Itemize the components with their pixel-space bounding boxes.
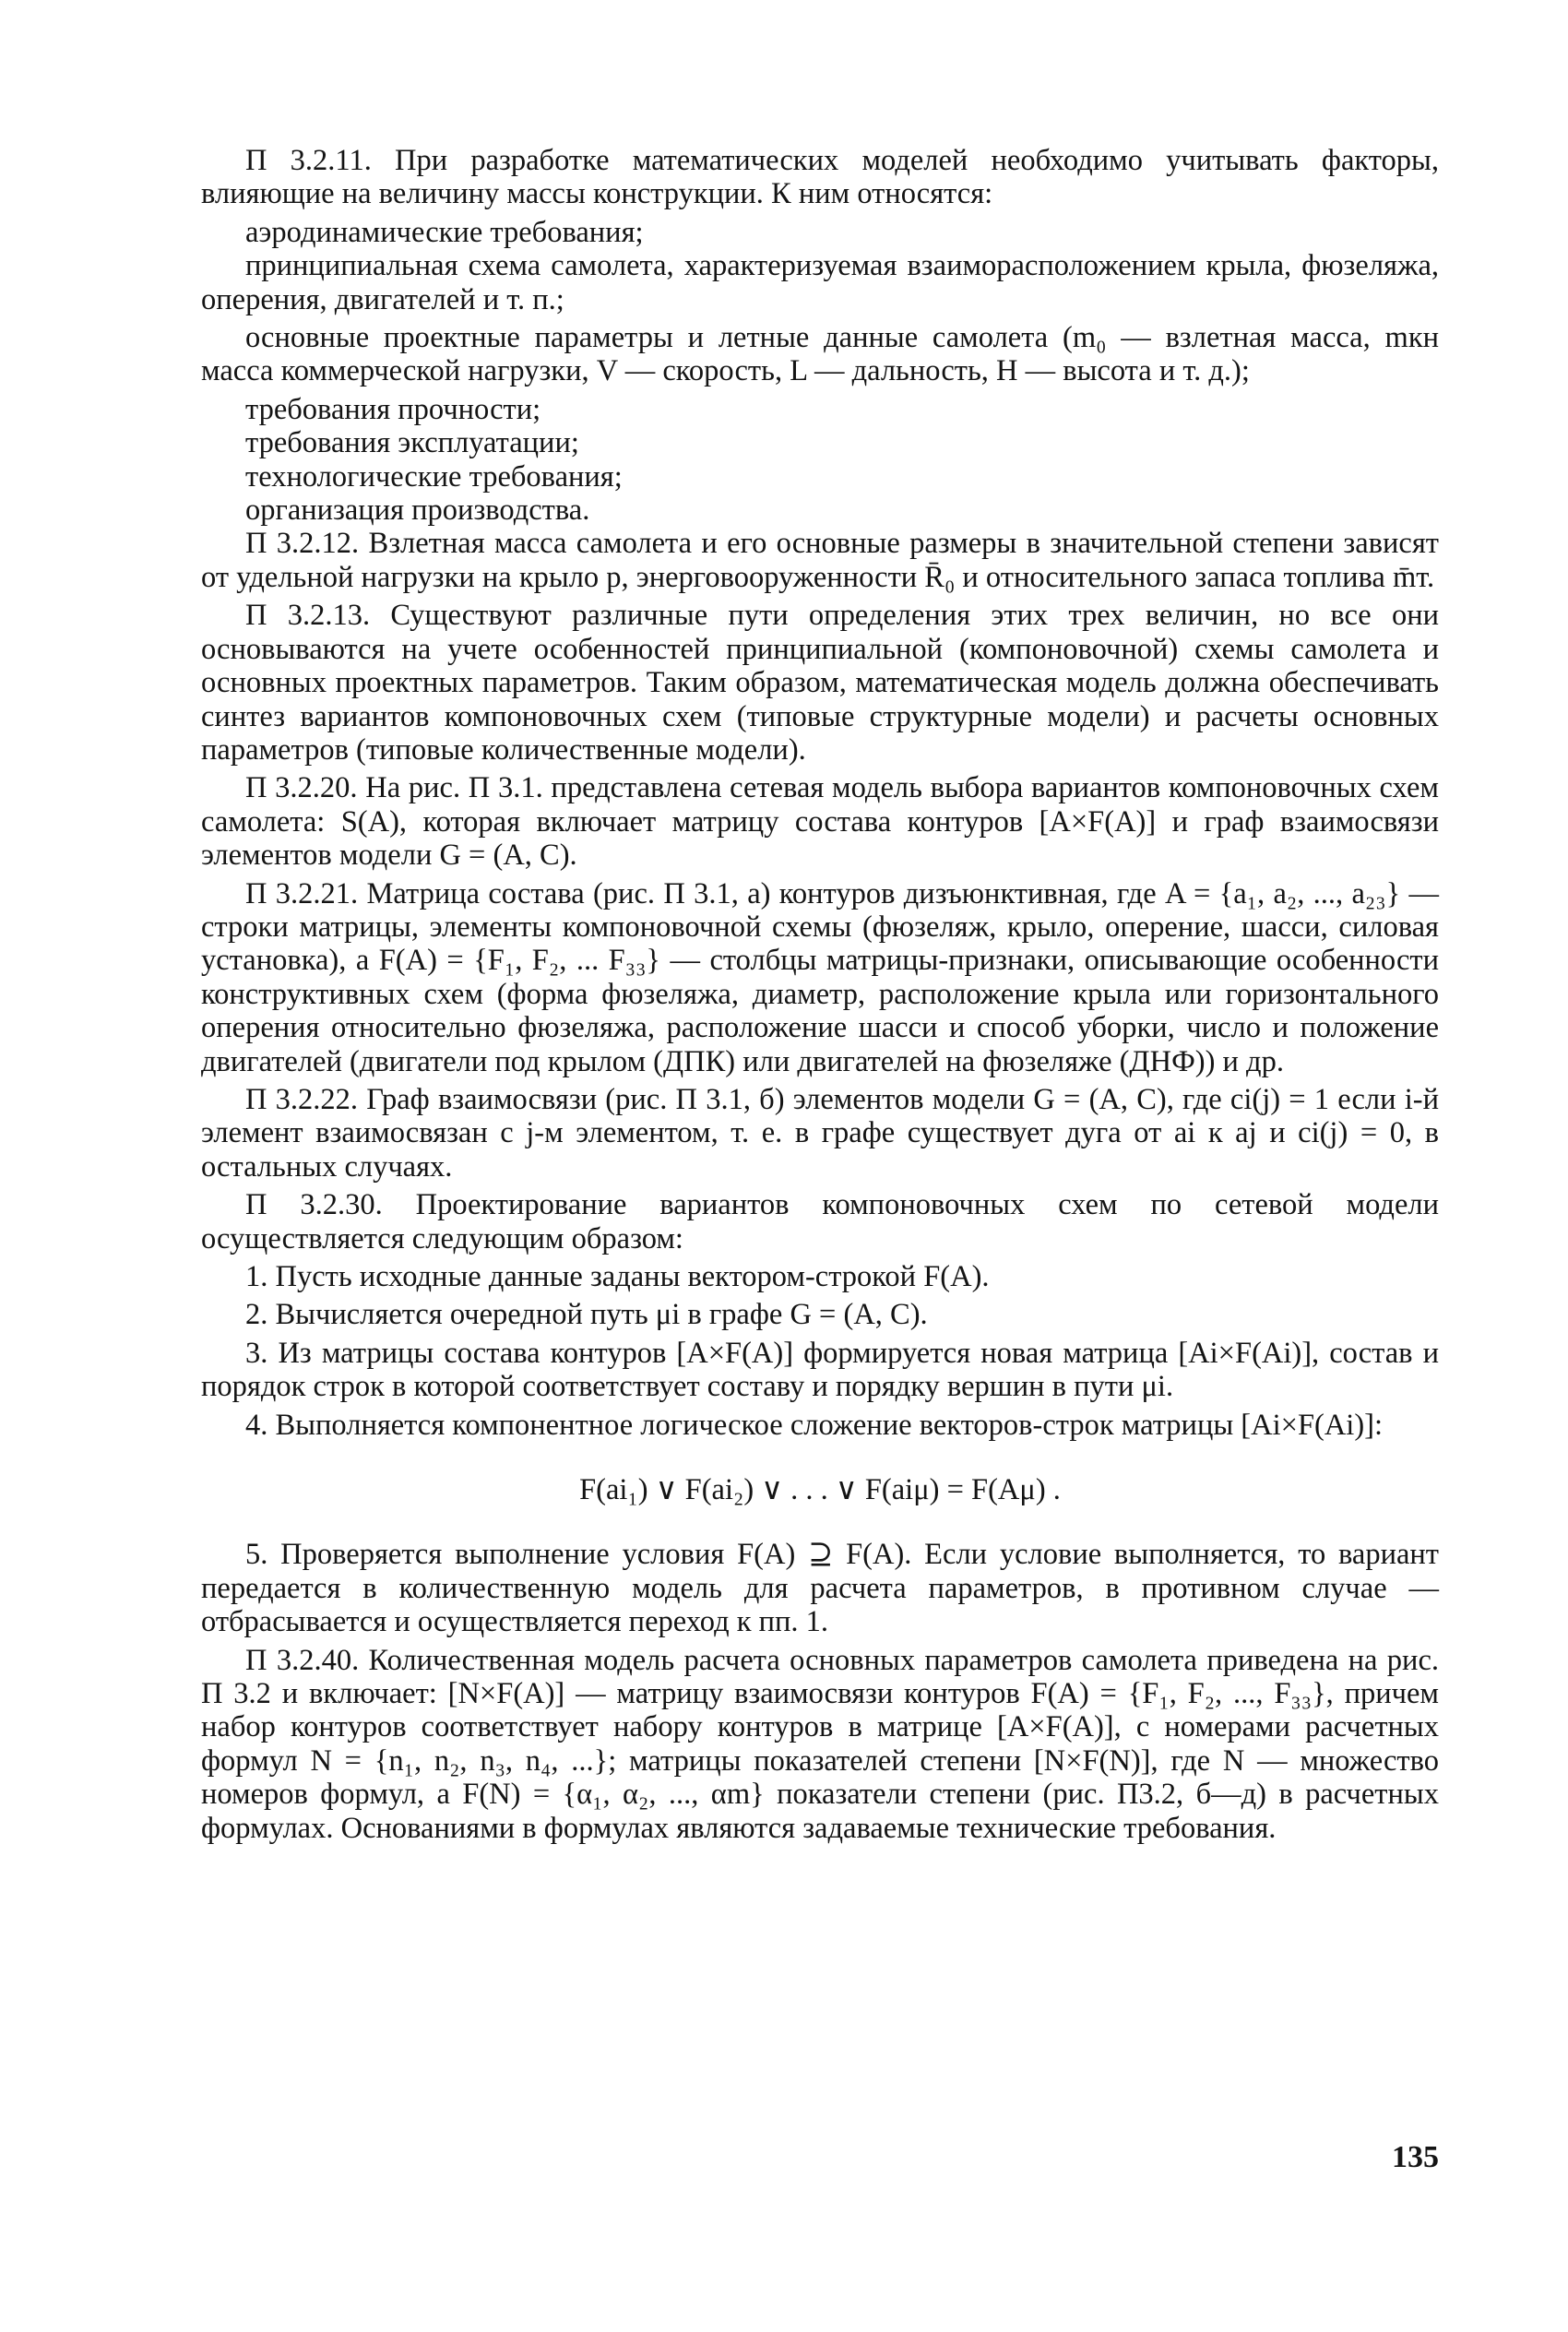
list-item: требования эксплуатации;	[245, 426, 579, 460]
paragraph: 1. Пусть исходные данные заданы вектором-строкой F(A).	[245, 1260, 990, 1293]
paragraph: П 3.2.21. Матрица состава (рис. П 3.1, а) контуров дизъюнктивная, где A = {a₁, a₂, ..., a₂₃} — строки матрицы, элементы компоновочной схемы (фюзеляж, крыло, оперение, шасси, силовая установка), а F(A) = {F₁, F₂, ... F₃₃} — столбцы матрицы-признаки, описывающие особенности конструктивных схем (форма фюзеляжа, диаметр, расположение крыла или горизонтального оперения относительно фюзеляжа, расположение шасси и способ уборки, число и положение двигателей (двигатели под крылом (ДПК) или двигателей на фюзеляже (ДНФ)) и др.	[201, 876, 1439, 1078]
formula: F(ai₁) ∨ F(ai₂) ∨ . . . ∨ F(aiμ) = F(Aμ) .	[579, 1473, 1061, 1507]
paragraph: П 3.2.22. Граф взаимосвязи (рис. П 3.1, б) элементов модели G = (A, C), где ci(j) = 1 если i-й элемент взаимосвязан с j-м элементом, т. е. в графе существует дуга от ai к aj и ci(j) = 0, в остальных случаях.	[201, 1082, 1439, 1184]
paragraph: П 3.2.13. Существуют различные пути определения этих трех величин, но все они основываются на учете особенностей принципиальной (компоновочной) схемы самолета и основных проектных параметров. Таким образом, математическая модель должна обеспечивать синтез вариантов компоновочных схем (типовые структурные модели) и расчеты основных параметров (типовые количественные модели).	[201, 599, 1439, 767]
list-item: требования прочности;	[245, 392, 541, 426]
list-item: организация производства.	[245, 494, 590, 528]
paragraph: П 3.2.11. При разработке математических моделей необходимо учитывать факторы, влияющие на величину массы конструкции. К ним относятся:	[201, 144, 1439, 211]
body-text	[201, 144, 1439, 1850]
list-item: технологические требования;	[245, 459, 623, 494]
page-number: 135	[1392, 2140, 1439, 2174]
list-item: аэродинамические требования;	[245, 215, 644, 249]
paragraph: 2. Вычисляется очередной путь μi в графе G = (A, C).	[245, 1298, 928, 1332]
paragraph: П 3.2.30. Проектирование вариантов компоновочных схем по сетевой модели осуществляется следующим образом:	[201, 1188, 1439, 1255]
paragraph: П 3.2.20. На рис. П 3.1. представлена сетевая модель выбора вариантов компоновочных схем самолета: S(A), которая включает матрицу состава контуров [A×F(A)] и граф взаимосвязи элементов модели G = (A, C).	[201, 771, 1439, 873]
paragraph: принципиальная схема самолета, характеризуемая взаиморасположением крыла, фюзеляжа, оперения, двигателей и т. п.;	[201, 249, 1439, 316]
paragraph: 4. Выполняется компонентное логическое сложение векторов-строк матрицы [Ai×F(Ai)]:	[245, 1408, 1384, 1442]
paragraph: П 3.2.40. Количественная модель расчета основных параметров самолета приведена на рис. П 3.2 и включает: [N×F(A)] — матрицу взаимосвязи контуров F(A) = {F₁, F₂, ..., F₃₃}, причем набор контуров соответствует набору контуров в матрице [A×F(A)], с номерами расчетных формул N = {n₁, n₂, n₃, n₄, ...}; матрицы показателей степени [N×F(N)], где N — множество номеров формул, а F(N) = {α₁, α₂, ..., αm} показатели степени (рис. П3.2, б—д) в расчетных формулах. Основаниями в формулах являются задаваемые технические требования.	[201, 1643, 1439, 1845]
paragraph: 5. Проверяется выполнение условия F(A) ⊇ F(A). Если условие выполняется, то вариант передается в количественную модель для расчета параметров, в противном случае — отбрасывается и осуществляется переход к пп. 1.	[201, 1538, 1439, 1639]
paragraph: основные проектные параметры и летные данные самолета (m₀ — взлетная масса, mкн масса коммерческой нагрузки, V — скорость, L — дальность, H — высота и т. д.);	[201, 321, 1439, 388]
paragraph: 3. Из матрицы состава контуров [A×F(A)] формируется новая матрица [Ai×F(Ai)], состав и порядок строк в которой соответствует составу и порядку вершин в пути μi.	[201, 1336, 1439, 1404]
paragraph: П 3.2.12. Взлетная масса самолета и его основные размеры в значительной степени зависят от удельной нагрузки на крыло p, энерговооруженности R̄₀ и относительного запаса топлива m̄т.	[201, 527, 1439, 594]
